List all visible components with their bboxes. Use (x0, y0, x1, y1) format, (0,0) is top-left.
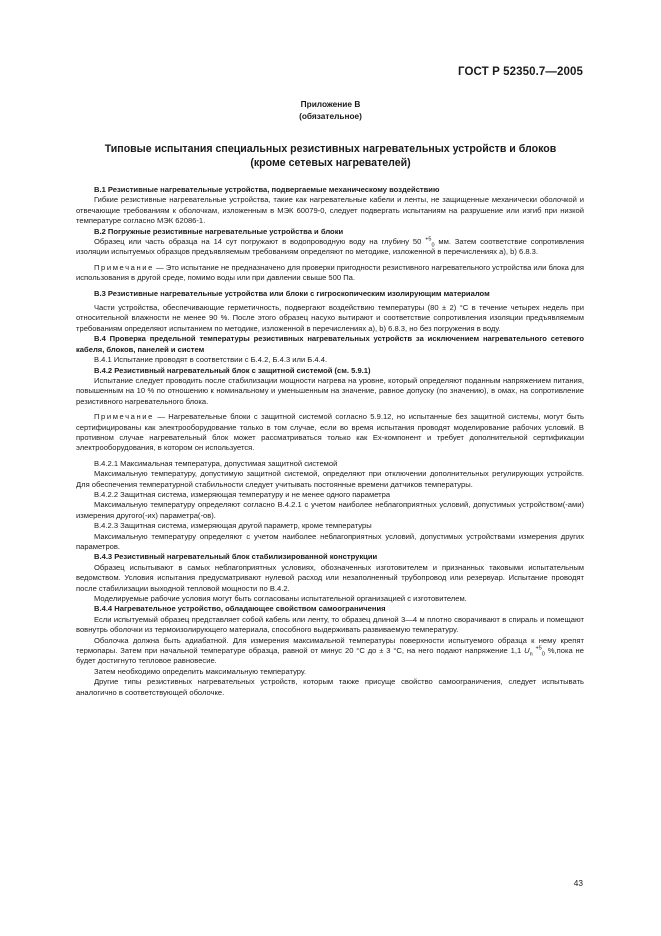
section-b41-text: В.4.1 Испытание проводят в соответствии с Б.4.2, Б.4.3 или Б.4.4. (94, 355, 328, 365)
page-number: 43 (573, 878, 583, 888)
b2-tol-sub: 0 (431, 242, 435, 249)
note-label-2: Примечание (94, 412, 154, 422)
b2-text-a: Образец или часть образца на 14 сут погружают в водопроводную воду на глубину 50 (94, 237, 422, 247)
section-b2-note (76, 263, 584, 284)
section-b42-heading: В.4.2 Резистивный нагревательный блок с защитной системой (см. 5.9.1) (94, 365, 371, 375)
b44-text-2a: Оболочка должна быть адиабатной. Для измерения максимальной температуры поверхности испытуемого образца к нему крепят термопары. Затем при начальной температуре образца, равной от минус 20 °С до ± 3 °С, на него подают напряжение 1,1 (76, 635, 584, 656)
b44-text-2b: %,пока не будет достигнуто тепловое равновесие. (76, 646, 584, 666)
section-b44-text-3: Затем необходимо определить максимальную температуру. (94, 666, 307, 676)
section-b1-text: Гибкие резистивные нагревательные устройства, такие как нагревательные кабели и ленты, не защищенные механически оболочкой и отвечающие требованиям к оболочкам, изложенным в МЭК 60079-0, следует подвергать испытаниям на разрушение или изгиб при низкой температуре согласно МЭК 62086-1. (76, 195, 584, 226)
section-b423-heading: В.4.2.3 Защитная система, измеряющая другой параметр, кроме температуры (94, 521, 372, 531)
section-b422-heading: В.4.2.2 Защитная система, измеряющая температуру и не менее одного параметра (94, 489, 391, 499)
section-b44-heading: В.4.4 Нагревательное устройство, обладающее свойством самоограничения (94, 604, 386, 614)
section-b421-heading: В.4.2.1 Максимальная температура, допустимая защитной системой (94, 458, 338, 468)
section-b44-text-4: Другие типы резистивных нагревательных устройств, которым также присуще свойство самоограничения, следует испытывать аналогично в соответствующей оболочке. (76, 677, 584, 697)
section-b43-text-2: Моделируемые рабочие условия могут быть согласованы испытательной организацией с изготовителем. (94, 594, 467, 604)
b44-tol-sub: 0 (541, 651, 545, 658)
section-b2-text (76, 237, 584, 258)
b2-tol-sup: +5 (425, 236, 432, 243)
title-line-2: (кроме сетевых нагревателей) (250, 157, 411, 169)
section-b43-heading: В.4.3 Резистивный нагревательный блок стабилизированной конструкции (94, 552, 378, 562)
section-b3-text: Части устройства, обеспечивающие герметичность, подвергают воздействию температуры (80 ± 2) °С в течение четырех недель при относительной влажности не менее 90 %. После этого образец насухо вытирают и соответствие сопротивления изоляции предъявляемым требованиям определяют испытанием по методике, изложенной в перечислениях а), b) 6.8.3, но без погружения в воду. (76, 303, 584, 333)
note-label: Примечание (94, 262, 154, 272)
appendix-heading (0, 98, 661, 122)
section-b43-text: Образец испытывают в самых неблагоприятных условиях, обозначенных изготовителем и признанных таковыми испытательным ведомством. Условия испытания предусматривают нулевой расход или незаполненный трубопровод или резервуар. Испытание проводят после стабилизации выходной тепловой мощности по В.4.2. (76, 562, 584, 593)
section-b421-text: Максимальную температуру, допустимую защитной системой, определяют при отключении дополнительных регулирующих устройств. Для обеспечения температурной стабильности следует учитывать постоянные времени датчиков температуры. (76, 469, 584, 489)
b2-note-text: — Это испытание не предназначено для проверки пригодности резистивного нагревательного устройства или блока для использования в другой среде, помимо воды или при давлении свыше 500 Па. (76, 262, 584, 283)
section-b42-note (76, 412, 584, 454)
section-b42-text: Испытание следует проводить после стабилизации мощности нагрева на уровне, который определяют поданным напряжением питания, повышенным на 10 % по отношению к номинальному и уменьшенным на значение, равное допуску (по значению), в омах, на сопротивление резистивного нагревательного блока. (76, 375, 584, 406)
section-b3-heading: В.3 Резистивные нагревательные устройства или блоки с гигроскопическим изолирующим материалом (94, 288, 490, 298)
section-b2-heading: В.2 Погружные резистивные нагревательные устройства и блоки (94, 226, 344, 236)
b44-tol-sup: +5 (535, 645, 542, 652)
appendix-label: Приложение В (300, 99, 361, 109)
document-title (70, 142, 591, 170)
b42-note-text: — Нагревательные блоки с защитной системой согласно 5.9.12, но испытанные без защитной системы, могут быть сертифицированы как электрооборудование только в том случае, если во время испытания проводят моделирование рабочих условий. В противном случае нагревательный блок может рассматриваться только как Ex-компонент и требует дополнительной сертификации электрооборудования, в котором он используется. (76, 412, 584, 453)
b2-text-b: мм. Затем соответствие сопротивления изоляции испытуемых образцов предъявляемым требованиям определяют по методике, изложенной в перечислениях а), b) 6.8.3. (76, 237, 584, 257)
section-b44-text-2 (76, 636, 584, 667)
title-line-1: Типовые испытания специальных резистивных нагревательных устройств и блоков (104, 143, 557, 155)
appendix-status: (обязательное) (299, 111, 362, 121)
section-b44-text: Если испытуемый образец представляет собой кабель или ленту, то образец длиной 3—4 м плотно сворачивают в спираль и помещают вовнутрь оболочки из термоизолирующего материала, способного выдерживать развиваемую температуру. (76, 614, 584, 635)
section-b423-text: Максимальную температуру определяют с учетом наиболее неблагоприятных условий, допустимых устройствами измерения других параметров. (76, 531, 584, 551)
voltage-symbol: U (524, 646, 530, 656)
voltage-sub: n (529, 651, 533, 658)
section-b422-text: Максимальную температуру определяют согласно В.4.2.1 с учетом наиболее неблагоприятных условий, допустимых устройством(-ами) измерения другого(-их) параметра(-ов). (76, 500, 584, 520)
section-b4-heading: В.4 Проверка предельной температуры резистивных нагревательных устройств за исключением нагревательного сетевого кабеля, блоков, панелей и систем (76, 334, 584, 354)
document-body (76, 185, 584, 698)
section-b1-heading: В.1 Резистивные нагревательные устройства, подвергаемые механическому воздействию (94, 185, 440, 194)
standard-header: ГОСТ Р 52350.7—2005 (458, 66, 583, 78)
